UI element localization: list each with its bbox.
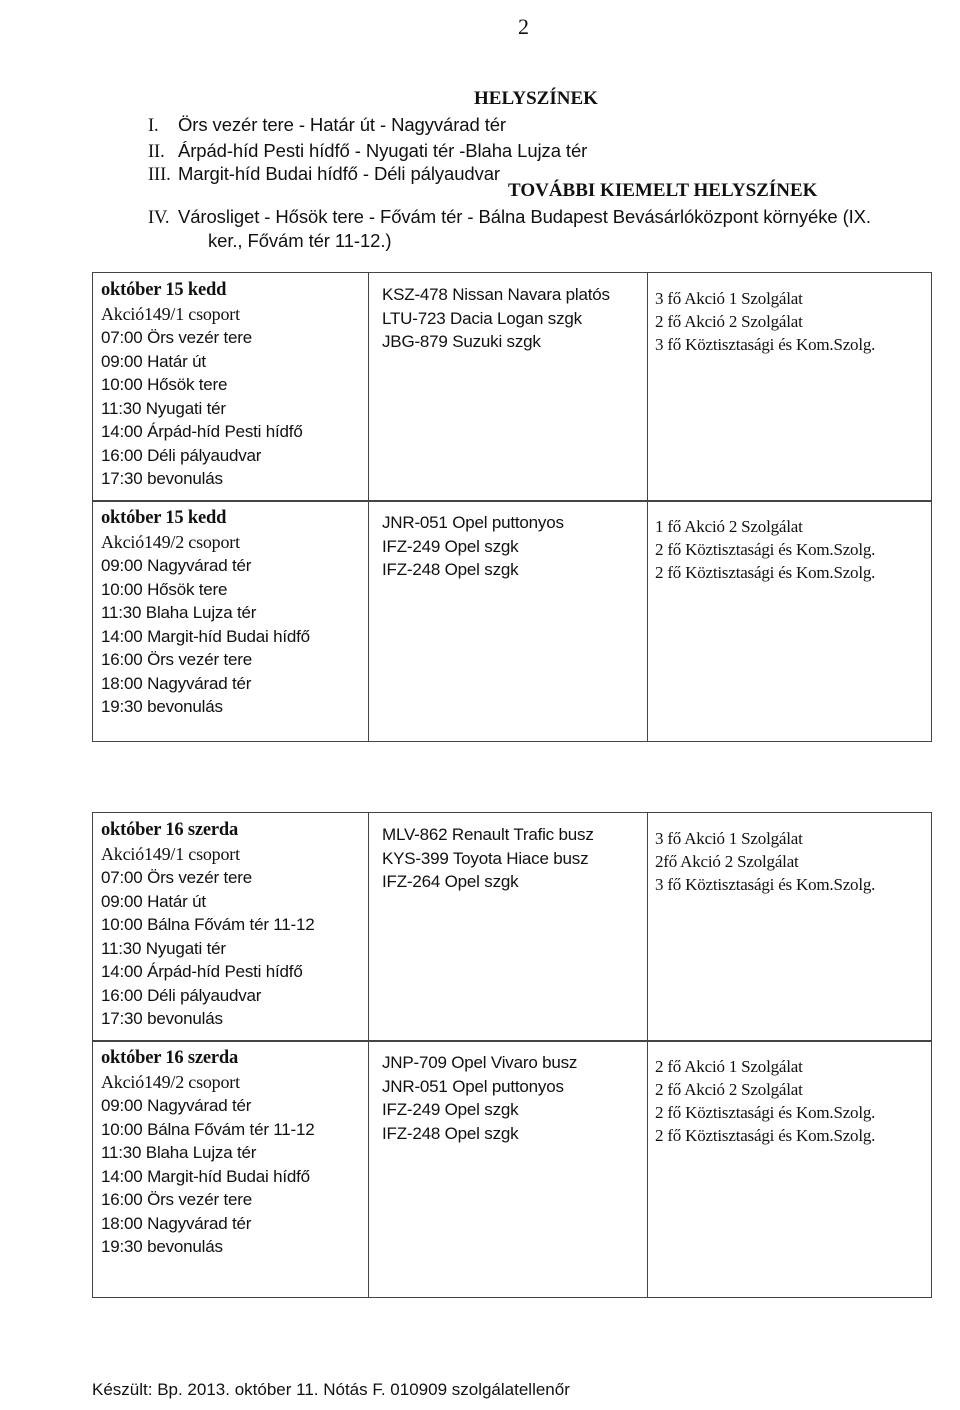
schedule-entry: 09:00 Nagyvárad tér — [101, 556, 252, 575]
staff-entry: 2 fő Köztisztasági és Kom.Szolg. — [655, 1103, 876, 1122]
schedule-cell — [93, 813, 369, 1041]
schedule-block — [92, 1040, 932, 1298]
staff-entry: 3 fő Köztisztasági és Kom.Szolg. — [655, 335, 876, 354]
location-numeral: IV. — [148, 208, 170, 228]
extra-location-line-1 — [148, 206, 871, 229]
block-group: Akció149/1 csoport — [101, 843, 240, 864]
staff-entry: 2 fő Köztisztasági és Kom.Szolg. — [655, 540, 876, 559]
extra-locations-heading: TOVÁBBI KIEMELT HELYSZÍNEK — [508, 180, 818, 201]
schedule-entry: 10:00 Hősök tere — [101, 579, 228, 599]
location-numeral: II. — [148, 142, 165, 162]
block-date: október 16 szerda — [101, 1048, 239, 1068]
vehicle-entry: JBG-879 Suzuki szgk — [382, 332, 541, 351]
schedule-entry: 18:00 Nagyvárad tér — [101, 1213, 252, 1233]
schedule-entry: 10:00 Bálna Fővám tér 11-12 — [101, 915, 315, 934]
block-group: Akció149/2 csoport — [101, 1071, 240, 1092]
schedule-entry: 10:00 Bálna Fővám tér 11-12 — [101, 1119, 315, 1139]
document-footer: Készült: Bp. 2013. október 11. Nótás F. 010909 szolgálatellenőr — [92, 1380, 570, 1399]
schedule-entry: 09:00 Nagyvárad tér — [101, 1096, 252, 1115]
schedule-entry: 07:00 Örs vezér tere — [101, 328, 252, 347]
locations-heading: HELYSZÍNEK — [474, 88, 598, 109]
staff-entry: 3 fő Köztisztasági és Kom.Szolg. — [655, 875, 876, 894]
staff-cell — [649, 813, 931, 1041]
location-line-3 — [148, 163, 500, 186]
staff-cell — [649, 501, 931, 741]
schedule-cell — [93, 1041, 369, 1297]
vehicles-cell — [370, 1041, 648, 1297]
staff-entry: 2 fő Akció 2 Szolgálat — [655, 1080, 803, 1099]
schedule-entry: 11:30 Nyugati tér — [101, 938, 226, 958]
staff-entry: 2 fő Köztisztasági és Kom.Szolg. — [655, 563, 876, 582]
vehicle-entry: MLV-862 Renault Trafic busz — [382, 825, 594, 844]
staff-entry: 2 fő Akció 2 Szolgálat — [655, 312, 803, 331]
schedule-entry: 18:00 Nagyvárad tér — [101, 673, 252, 693]
block-date: október 15 kedd — [101, 280, 227, 300]
staff-entry: 2 fő Akció 1 Szolgálat — [655, 1057, 803, 1076]
schedule-block — [92, 272, 932, 502]
schedule-entry: 17:30 bevonulás — [101, 1009, 223, 1028]
schedule-entry: 11:30 Blaha Lujza tér — [101, 603, 257, 622]
staff-cell — [649, 1041, 931, 1297]
schedule-cell — [93, 273, 369, 501]
location-text: Örs vezér tere - Határ út - Nagyvárad tér — [178, 114, 506, 135]
schedule-entry: 16:00 Déli pályaudvar — [101, 985, 262, 1005]
schedule-entry: 14:00 Margit-híd Budai hídfő — [101, 626, 310, 646]
schedule-entry: 14:00 Margit-híd Budai hídfő — [101, 1166, 310, 1186]
schedule-block — [92, 812, 932, 1042]
vehicles-cell — [370, 273, 648, 501]
schedule-entry: 14:00 Árpád-híd Pesti hídfő — [101, 962, 303, 981]
schedule-entry: 19:30 bevonulás — [101, 697, 223, 716]
location-text: Árpád-híd Pesti hídfő - Nyugati tér -Blaha Lujza tér — [178, 140, 588, 161]
vehicle-entry: IFZ-248 Opel szgk — [382, 560, 519, 579]
vehicle-entry: LTU-723 Dacia Logan szgk — [382, 308, 582, 328]
vehicle-entry: JNP-709 Opel Vivaro busz — [382, 1053, 578, 1072]
schedule-entry: 11:30 Blaha Lujza tér — [101, 1143, 257, 1162]
vehicle-entry: IFZ-264 Opel szgk — [382, 872, 519, 891]
block-group: Akció149/1 csoport — [101, 303, 240, 324]
schedule-entry: 16:00 Déli pályaudvar — [101, 445, 262, 465]
vehicle-entry: IFZ-248 Opel szgk — [382, 1123, 519, 1143]
vehicle-entry: KSZ-478 Nissan Navara platós — [382, 285, 610, 304]
staff-entry: 3 fő Akció 1 Szolgálat — [655, 829, 803, 848]
staff-entry: 2fő Akció 2 Szolgálat — [655, 852, 799, 871]
staff-entry: 1 fő Akció 2 Szolgálat — [655, 517, 803, 536]
vehicles-cell — [370, 813, 648, 1041]
vehicle-entry: KYS-399 Toyota Hiace busz — [382, 848, 589, 868]
schedule-entry: 17:30 bevonulás — [101, 469, 223, 488]
staff-entry: 3 fő Akció 1 Szolgálat — [655, 289, 803, 308]
location-text: Margit-híd Budai hídfő - Déli pályaudvar — [178, 163, 500, 184]
schedule-entry: 16:00 Örs vezér tere — [101, 650, 252, 669]
schedule-entry: 09:00 Határ út — [101, 891, 206, 911]
schedule-entry: 11:30 Nyugati tér — [101, 398, 226, 418]
block-date: október 16 szerda — [101, 820, 239, 840]
staff-cell — [649, 273, 931, 501]
vehicles-cell — [370, 501, 648, 741]
extra-location-line-2: ker., Fővám tér 11-12.) — [208, 230, 392, 251]
vehicle-entry: IFZ-249 Opel szgk — [382, 1100, 519, 1119]
block-date: október 15 kedd — [101, 508, 227, 528]
vehicle-entry: JNR-051 Opel puttonyos — [382, 513, 564, 532]
schedule-entry: 07:00 Örs vezér tere — [101, 868, 252, 887]
schedule-block — [92, 500, 932, 742]
vehicle-entry: IFZ-249 Opel szgk — [382, 536, 519, 556]
location-numeral: III. — [148, 165, 171, 185]
vehicle-entry: JNR-051 Opel puttonyos — [382, 1076, 564, 1096]
schedule-entry: 19:30 bevonulás — [101, 1237, 223, 1256]
location-text: Városliget - Hősök tere - Fővám tér - Bálna Budapest Bevásárlóközpont környéke (IX. — [178, 206, 871, 227]
schedule-entry: 16:00 Örs vezér tere — [101, 1190, 252, 1209]
location-numeral: I. — [148, 116, 159, 136]
schedule-entry: 10:00 Hősök tere — [101, 375, 228, 394]
schedule-entry: 09:00 Határ út — [101, 351, 206, 371]
block-group: Akció149/2 csoport — [101, 531, 240, 552]
page-number: 2 — [518, 14, 529, 39]
location-line-2 — [148, 140, 587, 163]
staff-entry: 2 fő Köztisztasági és Kom.Szolg. — [655, 1126, 876, 1145]
schedule-entry: 14:00 Árpád-híd Pesti hídfő — [101, 422, 303, 441]
schedule-cell — [93, 501, 369, 741]
location-line-1 — [148, 114, 506, 137]
